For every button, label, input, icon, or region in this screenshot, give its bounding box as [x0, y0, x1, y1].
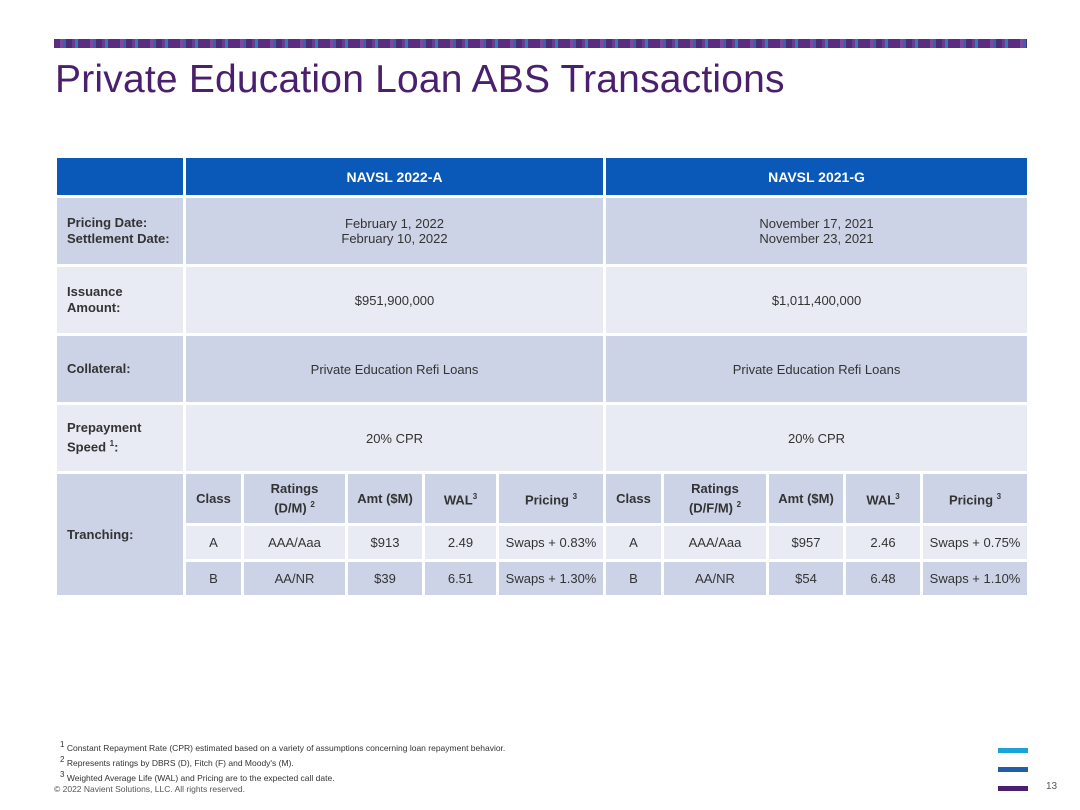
- column-header-2021g: NAVSL 2021-G: [605, 157, 1029, 197]
- table-row-prepayment-speed: [56, 404, 1029, 473]
- decorative-top-band: [54, 39, 1027, 48]
- table-row-pricing-date: [56, 197, 1029, 266]
- tranche-amt: $957: [768, 525, 845, 561]
- tranche-amt: $54: [768, 561, 845, 597]
- cell-2021g-collateral: Private Education Refi Loans: [605, 335, 1029, 404]
- tranching-label: Tranching:: [56, 473, 185, 597]
- th-pricing: Pricing $^3$: [498, 473, 605, 525]
- page-title: Private Education Loan ABS Transactions: [55, 58, 785, 101]
- cell-2021g-amount: $1,011,400,000: [605, 266, 1029, 335]
- th-amt: Amt ($M): [347, 473, 424, 525]
- cell-2022a-collateral: Private Education Refi Loans: [185, 335, 605, 404]
- page-number: 13: [1046, 781, 1058, 792]
- th-amt: Amt ($M): [768, 473, 845, 525]
- th-pricing: Pricing $^3$: [922, 473, 1029, 525]
- tranche-pricing: Swaps + 1.30%: [498, 561, 605, 597]
- tranche-pricing: Swaps + 1.10%: [922, 561, 1029, 597]
- transactions-table: [54, 155, 1030, 598]
- th-wal: WAL$^3$: [845, 473, 922, 525]
- tranche-class: A: [185, 525, 243, 561]
- row-label: Collateral:: [56, 335, 185, 404]
- cell-2022a-amount: $951,900,000: [185, 266, 605, 335]
- tranche-ratings: AA/NR: [663, 561, 768, 597]
- tranche-pricing: Swaps + 0.75%: [922, 525, 1029, 561]
- th-ratings: Ratings (D/M) $^2$: [243, 473, 347, 525]
- row-label: Pricing Date: Settlement Date:: [56, 197, 185, 266]
- navient-logo-icon: [998, 748, 1028, 792]
- tranche-ratings: AAA/Aaa: [243, 525, 347, 561]
- tranche-wal: 2.46: [845, 525, 922, 561]
- tranche-ratings: AAA/Aaa: [663, 525, 768, 561]
- tranche-amt: $39: [347, 561, 424, 597]
- cell-2022a-prepayment: 20% CPR: [185, 404, 605, 473]
- footnote: $^1$ Constant Repayment Rate (CPR) estimated based on a variety of assumptions concerning loan repayment behavior.: [60, 740, 506, 753]
- table-row-issuance-amount: [56, 266, 1029, 335]
- cell-2022a-dates: February 1, 2022 February 10, 2022: [185, 197, 605, 266]
- th-wal: WAL$^3$: [424, 473, 498, 525]
- th-ratings: Ratings (D/F/M) $^2$: [663, 473, 768, 525]
- column-header-2022a: NAVSL 2022-A: [185, 157, 605, 197]
- header-corner-cell: [56, 157, 185, 197]
- th-class: Class: [605, 473, 663, 525]
- tranche-ratings: AA/NR: [243, 561, 347, 597]
- tranche-class: B: [185, 561, 243, 597]
- footnotes: [60, 739, 505, 783]
- table-header-row: [56, 157, 1029, 197]
- row-label: Prepayment Speed $^1$:: [56, 404, 185, 473]
- table-row: [56, 561, 1029, 597]
- tranche-wal: 2.49: [424, 525, 498, 561]
- copyright: © 2022 Navient Solutions, LLC. All rights reserved.: [54, 784, 246, 794]
- tranche-wal: 6.48: [845, 561, 922, 597]
- footnote: $^2$ Represents ratings by DBRS (D), Fitch (F) and Moody's (M).: [60, 754, 294, 768]
- tranching-header-row: [56, 473, 1029, 525]
- table-row: [56, 525, 1029, 561]
- cell-2021g-dates: November 17, 2021 November 23, 2021: [605, 197, 1029, 266]
- th-class: Class: [185, 473, 243, 525]
- tranche-pricing: Swaps + 0.83%: [498, 525, 605, 561]
- tranche-class: A: [605, 525, 663, 561]
- table-row-collateral: [56, 335, 1029, 404]
- row-label: Issuance Amount:: [56, 266, 185, 335]
- tranche-class: B: [605, 561, 663, 597]
- cell-2021g-prepayment: 20% CPR: [605, 404, 1029, 473]
- tranche-amt: $913: [347, 525, 424, 561]
- footnote: $^3$ Weighted Average Life (WAL) and Pricing are to the expected call date.: [60, 769, 335, 783]
- tranche-wal: 6.51: [424, 561, 498, 597]
